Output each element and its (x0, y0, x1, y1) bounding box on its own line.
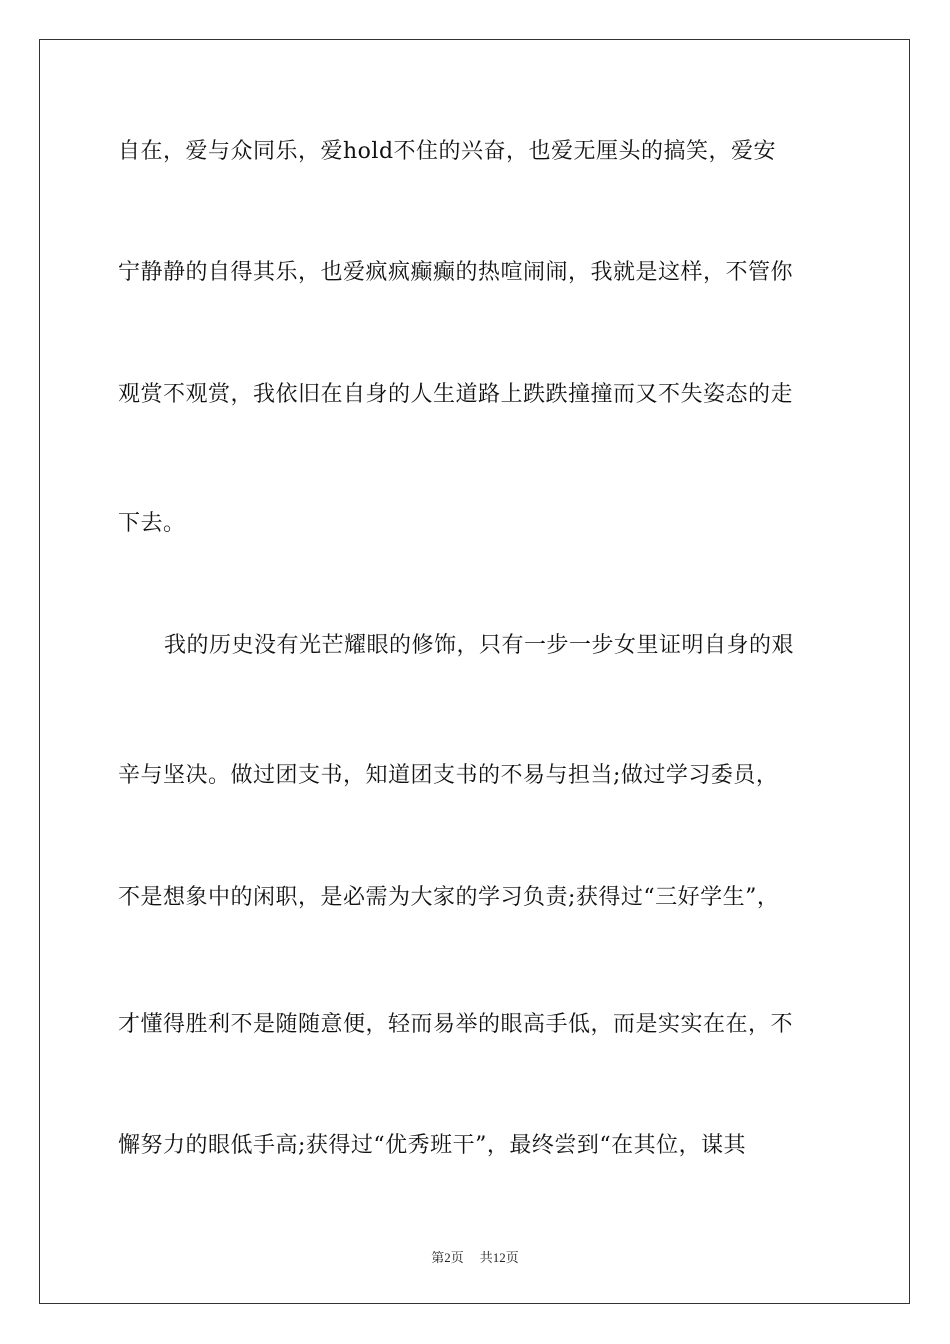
body-text-line: 懈努力的眼低手高;获得过“优秀班干”，最终尝到“在其位，谋其 (118, 1133, 747, 1158)
paragraph-first-line: 我的历史没有光芒耀眼的修饰，只有一步一步女里证明自身的艰 (164, 633, 795, 658)
body-text-line: 观赏不观赏，我依旧在自身的人生道路上跌跌撞撞而又不失姿态的走 (118, 382, 794, 407)
body-text-line: 辛与坚决。做过团支书，知道团支书的不易与担当;做过学习委员， (118, 763, 779, 788)
body-text-line: 宁静静的自得其乐，也爱疯疯癫癫的热喧闹闹，我就是这样，不管你 (118, 260, 794, 285)
total-pages: 共12页 (479, 1250, 519, 1265)
body-text-line: 自在，爱与众同乐，爱hold不住的兴奋，也爱无厘头的搞笑，爱安 (118, 139, 777, 164)
page-footer (0, 1247, 950, 1266)
body-text-line: 下去。 (118, 511, 186, 536)
page-border (39, 39, 910, 1304)
body-text-line: 不是想象中的闲职，是必需为大家的学习负责;获得过“三好学生”， (118, 885, 780, 910)
body-text-line: 才懂得胜利不是随随意便，轻而易举的眼高手低，而是实实在在，不 (118, 1012, 794, 1037)
page-number: 第2页 (431, 1250, 464, 1265)
